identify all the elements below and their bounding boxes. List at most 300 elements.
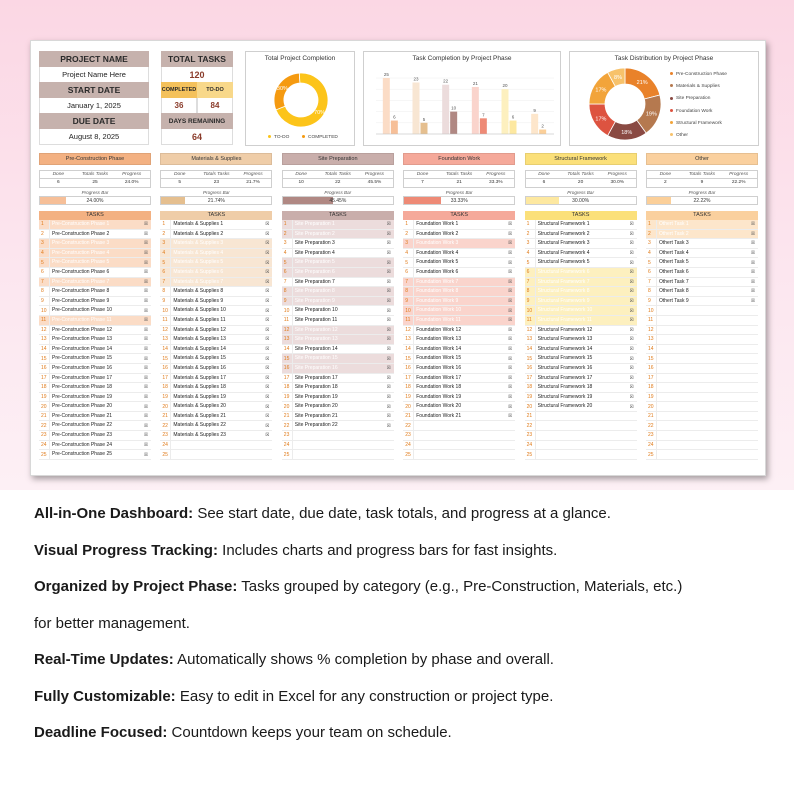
checkbox-icon[interactable]: ☒ — [265, 288, 270, 294]
task-name[interactable]: Structural Framework 18 — [535, 383, 627, 392]
task-name[interactable]: Structural Framework 15 — [535, 354, 627, 363]
task-name[interactable]: Materials & Supplies 12 — [170, 326, 262, 335]
checkbox-icon[interactable]: ☒ — [143, 355, 149, 361]
task-name[interactable]: Site Preparation 10 — [292, 306, 384, 315]
task-row[interactable] — [282, 258, 394, 268]
checkbox-icon[interactable]: ☒ — [265, 240, 270, 246]
task-name[interactable]: Pre-Construction Phase 11 — [49, 316, 141, 325]
task-row[interactable] — [39, 306, 151, 316]
checkbox-icon[interactable]: ☒ — [508, 240, 513, 246]
checkbox-icon[interactable]: ☒ — [750, 259, 756, 265]
task-row[interactable] — [403, 335, 515, 345]
task-row[interactable] — [39, 316, 151, 326]
task-name[interactable]: Structural Framework 8 — [535, 287, 627, 296]
task-name[interactable]: Structural Framework 2 — [535, 230, 627, 239]
task-row[interactable] — [646, 249, 758, 259]
task-name[interactable]: Materials & Supplies 20 — [170, 402, 262, 411]
task-row[interactable] — [282, 278, 394, 288]
task-name[interactable]: Materials & Supplies 19 — [170, 393, 262, 402]
task-name[interactable]: Foundation Work 20 — [413, 402, 505, 411]
checkbox-icon[interactable]: ☒ — [750, 278, 756, 284]
task-name[interactable]: Site Preparation 18 — [292, 383, 384, 392]
checkbox-icon[interactable]: ☒ — [386, 317, 391, 323]
checkbox-icon[interactable]: ☒ — [265, 432, 270, 438]
task-name[interactable]: Pre-Construction Phase 3 — [49, 239, 141, 248]
task-name[interactable]: Foundation Work 12 — [413, 326, 505, 335]
task-row[interactable] — [282, 306, 394, 316]
checkbox-icon[interactable]: ☒ — [143, 269, 149, 275]
task-row[interactable] — [403, 326, 515, 336]
checkbox-icon[interactable]: ☒ — [143, 288, 149, 294]
checkbox-icon[interactable]: ☒ — [629, 403, 634, 409]
task-row[interactable] — [525, 450, 637, 460]
checkbox-icon[interactable]: ☒ — [265, 336, 270, 342]
task-row[interactable] — [646, 230, 758, 240]
checkbox-icon[interactable]: ☒ — [143, 336, 149, 342]
task-name[interactable] — [535, 450, 627, 459]
task-row[interactable] — [403, 220, 515, 230]
task-row[interactable] — [646, 393, 758, 403]
task-row[interactable] — [282, 230, 394, 240]
task-row[interactable] — [160, 230, 272, 240]
task-row[interactable] — [160, 374, 272, 384]
task-row[interactable] — [646, 287, 758, 297]
checkbox-icon[interactable]: ☒ — [265, 259, 270, 265]
checkbox-icon[interactable]: ☒ — [143, 346, 149, 352]
task-row[interactable] — [39, 374, 151, 384]
checkbox-icon[interactable]: ☒ — [629, 326, 634, 332]
checkbox-icon[interactable]: ☒ — [508, 269, 513, 275]
task-row[interactable] — [282, 239, 394, 249]
task-name[interactable]: Structural Framework 11 — [535, 316, 627, 325]
task-name[interactable]: Othert Task 1 — [656, 220, 748, 229]
task-name[interactable]: Structural Framework 4 — [535, 249, 627, 258]
checkbox-icon[interactable]: ☒ — [508, 365, 513, 371]
checkbox-icon[interactable]: ☒ — [386, 230, 391, 236]
task-row[interactable] — [525, 421, 637, 431]
task-row[interactable] — [160, 316, 272, 326]
task-row[interactable] — [403, 421, 515, 431]
checkbox-icon[interactable]: ☒ — [143, 365, 149, 371]
checkbox-icon[interactable]: ☒ — [629, 307, 634, 313]
task-name[interactable]: Foundation Work 17 — [413, 374, 505, 383]
task-row[interactable] — [282, 326, 394, 336]
checkbox-icon[interactable]: ☒ — [750, 298, 756, 304]
task-row[interactable] — [282, 421, 394, 431]
task-row[interactable] — [525, 230, 637, 240]
task-row[interactable] — [39, 239, 151, 249]
task-name[interactable] — [413, 431, 505, 440]
checkbox-icon[interactable]: ☒ — [265, 403, 270, 409]
task-name[interactable]: Pre-Construction Phase 6 — [49, 268, 141, 277]
task-name[interactable]: Structural Framework 17 — [535, 374, 627, 383]
task-name[interactable]: Materials & Supplies 2 — [170, 230, 262, 239]
task-name[interactable]: Site Preparation 5 — [292, 258, 384, 267]
checkbox-icon[interactable]: ☒ — [386, 307, 391, 313]
task-name[interactable]: Foundation Work 5 — [413, 258, 505, 267]
task-name[interactable]: Materials & Supplies 14 — [170, 345, 262, 354]
task-name[interactable]: Materials & Supplies 21 — [170, 412, 262, 421]
task-row[interactable] — [525, 306, 637, 316]
task-row[interactable] — [403, 258, 515, 268]
task-name[interactable]: Foundation Work 14 — [413, 345, 505, 354]
task-row[interactable] — [282, 268, 394, 278]
task-name[interactable]: Othert Task 2 — [656, 230, 748, 239]
task-name[interactable]: Site Preparation 9 — [292, 297, 384, 306]
checkbox-icon[interactable]: ☒ — [386, 336, 391, 342]
task-row[interactable] — [39, 220, 151, 230]
checkbox-icon[interactable]: ☒ — [508, 346, 513, 352]
task-row[interactable] — [646, 316, 758, 326]
task-row[interactable] — [282, 374, 394, 384]
task-row[interactable] — [39, 326, 151, 336]
task-row[interactable] — [646, 421, 758, 431]
task-name[interactable]: Site Preparation 2 — [292, 230, 384, 239]
task-row[interactable] — [282, 402, 394, 412]
checkbox-icon[interactable]: ☒ — [265, 384, 270, 390]
task-row[interactable] — [646, 258, 758, 268]
checkbox-icon[interactable]: ☒ — [386, 278, 391, 284]
task-row[interactable] — [525, 239, 637, 249]
checkbox-icon[interactable]: ☒ — [143, 278, 149, 284]
task-name[interactable]: Pre-Construction Phase 9 — [49, 297, 141, 306]
task-name[interactable]: Site Preparation 6 — [292, 268, 384, 277]
task-row[interactable] — [646, 450, 758, 460]
task-name[interactable]: Structural Framework 6 — [535, 268, 627, 277]
checkbox-icon[interactable]: ☒ — [629, 393, 634, 399]
checkbox-icon[interactable]: ☒ — [143, 441, 149, 447]
task-name[interactable]: Pre-Construction Phase 10 — [49, 306, 141, 315]
task-row[interactable] — [403, 306, 515, 316]
task-row[interactable] — [160, 326, 272, 336]
checkbox-icon[interactable]: ☒ — [143, 413, 149, 419]
task-name[interactable] — [656, 335, 748, 344]
task-row[interactable] — [160, 335, 272, 345]
checkbox-icon[interactable]: ☒ — [629, 384, 634, 390]
checkbox-icon[interactable]: ☒ — [629, 365, 634, 371]
task-name[interactable]: Materials & Supplies 1 — [170, 220, 262, 229]
task-name[interactable] — [292, 450, 384, 459]
task-row[interactable] — [282, 220, 394, 230]
checkbox-icon[interactable]: ☒ — [386, 393, 391, 399]
checkbox-icon[interactable]: ☒ — [386, 422, 391, 428]
checkbox-icon[interactable]: ☒ — [386, 413, 391, 419]
task-name[interactable] — [656, 421, 748, 430]
checkbox-icon[interactable]: ☒ — [265, 346, 270, 352]
start-date-value[interactable]: January 1, 2025 — [39, 98, 149, 113]
task-name[interactable]: Foundation Work 16 — [413, 364, 505, 373]
checkbox-icon[interactable]: ☒ — [508, 355, 513, 361]
checkbox-icon[interactable]: ☒ — [629, 288, 634, 294]
task-row[interactable] — [160, 364, 272, 374]
task-row[interactable] — [282, 249, 394, 259]
checkbox-icon[interactable]: ☒ — [265, 413, 270, 419]
task-name[interactable] — [656, 354, 748, 363]
checkbox-icon[interactable]: ☒ — [508, 278, 513, 284]
task-name[interactable] — [292, 431, 384, 440]
task-row[interactable] — [160, 421, 272, 431]
task-name[interactable]: Pre-Construction Phase 17 — [49, 374, 141, 383]
task-name[interactable]: Othert Task 7 — [656, 278, 748, 287]
checkbox-icon[interactable]: ☒ — [143, 374, 149, 380]
task-name[interactable]: Structural Framework 12 — [535, 326, 627, 335]
task-name[interactable]: Foundation Work 2 — [413, 230, 505, 239]
task-row[interactable] — [160, 306, 272, 316]
task-row[interactable] — [525, 297, 637, 307]
task-row[interactable] — [39, 412, 151, 422]
task-name[interactable]: Structural Framework 3 — [535, 239, 627, 248]
task-row[interactable] — [39, 335, 151, 345]
task-row[interactable] — [646, 402, 758, 412]
task-row[interactable] — [403, 383, 515, 393]
task-name[interactable]: Structural Framework 7 — [535, 278, 627, 287]
checkbox-icon[interactable]: ☒ — [629, 278, 634, 284]
task-name[interactable]: Materials & Supplies 22 — [170, 421, 262, 430]
task-row[interactable] — [403, 345, 515, 355]
task-row[interactable] — [646, 239, 758, 249]
task-name[interactable]: Site Preparation 20 — [292, 402, 384, 411]
checkbox-icon[interactable]: ☒ — [265, 422, 270, 428]
task-row[interactable] — [525, 393, 637, 403]
task-row[interactable] — [160, 287, 272, 297]
task-name[interactable]: Structural Framework 14 — [535, 345, 627, 354]
task-row[interactable] — [525, 402, 637, 412]
task-row[interactable] — [525, 431, 637, 441]
checkbox-icon[interactable]: ☒ — [386, 298, 391, 304]
task-row[interactable] — [646, 374, 758, 384]
task-row[interactable] — [646, 335, 758, 345]
task-row[interactable] — [403, 316, 515, 326]
task-name[interactable]: Materials & Supplies 18 — [170, 383, 262, 392]
checkbox-icon[interactable]: ☒ — [508, 413, 513, 419]
task-row[interactable] — [160, 239, 272, 249]
checkbox-icon[interactable]: ☒ — [265, 221, 270, 227]
task-name[interactable]: Foundation Work 7 — [413, 278, 505, 287]
task-row[interactable] — [160, 393, 272, 403]
task-name[interactable] — [656, 450, 748, 459]
task-row[interactable] — [160, 249, 272, 259]
task-row[interactable] — [160, 297, 272, 307]
task-name[interactable] — [656, 441, 748, 450]
task-name[interactable]: Foundation Work 3 — [413, 239, 505, 248]
checkbox-icon[interactable]: ☒ — [386, 259, 391, 265]
task-row[interactable] — [403, 402, 515, 412]
task-name[interactable]: Pre-Construction Phase 18 — [49, 383, 141, 392]
task-row[interactable] — [403, 393, 515, 403]
checkbox-icon[interactable]: ☒ — [143, 384, 149, 390]
task-row[interactable] — [525, 258, 637, 268]
task-name[interactable]: Materials & Supplies 8 — [170, 287, 262, 296]
checkbox-icon[interactable]: ☒ — [265, 374, 270, 380]
task-name[interactable]: Pre-Construction Phase 19 — [49, 393, 141, 402]
task-name[interactable]: Foundation Work 10 — [413, 306, 505, 315]
checkbox-icon[interactable]: ☒ — [265, 393, 270, 399]
task-row[interactable] — [525, 354, 637, 364]
checkbox-icon[interactable]: ☒ — [508, 288, 513, 294]
checkbox-icon[interactable]: ☒ — [508, 230, 513, 236]
task-row[interactable] — [282, 393, 394, 403]
task-name[interactable]: Site Preparation 17 — [292, 374, 384, 383]
task-row[interactable] — [160, 441, 272, 451]
task-row[interactable] — [160, 345, 272, 355]
task-name[interactable] — [656, 364, 748, 373]
task-row[interactable] — [39, 345, 151, 355]
task-name[interactable] — [535, 421, 627, 430]
task-row[interactable] — [39, 278, 151, 288]
task-name[interactable]: Site Preparation 21 — [292, 412, 384, 421]
task-name[interactable]: Pre-Construction Phase 16 — [49, 364, 141, 373]
task-name[interactable]: Pre-Construction Phase 8 — [49, 287, 141, 296]
task-name[interactable] — [535, 441, 627, 450]
checkbox-icon[interactable]: ☒ — [750, 221, 756, 227]
task-row[interactable] — [282, 383, 394, 393]
task-name[interactable]: Materials & Supplies 23 — [170, 431, 262, 440]
task-row[interactable] — [403, 431, 515, 441]
task-row[interactable] — [403, 287, 515, 297]
task-name[interactable]: Materials & Supplies 10 — [170, 306, 262, 315]
task-row[interactable] — [646, 354, 758, 364]
checkbox-icon[interactable]: ☒ — [508, 259, 513, 265]
checkbox-icon[interactable]: ☒ — [386, 221, 391, 227]
checkbox-icon[interactable]: ☒ — [143, 432, 149, 438]
task-row[interactable] — [646, 412, 758, 422]
task-name[interactable]: Materials & Supplies 13 — [170, 335, 262, 344]
task-row[interactable] — [646, 326, 758, 336]
task-name[interactable]: Foundation Work 15 — [413, 354, 505, 363]
task-row[interactable] — [160, 402, 272, 412]
task-row[interactable] — [525, 326, 637, 336]
task-row[interactable] — [646, 345, 758, 355]
checkbox-icon[interactable]: ☒ — [386, 403, 391, 409]
task-name[interactable]: Pre-Construction Phase 1 — [49, 220, 141, 229]
task-row[interactable] — [39, 431, 151, 441]
task-row[interactable] — [403, 239, 515, 249]
checkbox-icon[interactable]: ☒ — [629, 221, 634, 227]
checkbox-icon[interactable]: ☒ — [143, 403, 149, 409]
task-name[interactable]: Pre-Construction Phase 20 — [49, 402, 141, 411]
checkbox-icon[interactable]: ☒ — [143, 451, 149, 457]
task-name[interactable]: Pre-Construction Phase 23 — [49, 431, 141, 440]
task-row[interactable] — [403, 354, 515, 364]
checkbox-icon[interactable]: ☒ — [508, 326, 513, 332]
checkbox-icon[interactable]: ☒ — [629, 336, 634, 342]
task-row[interactable] — [403, 441, 515, 451]
task-name[interactable]: Materials & Supplies 15 — [170, 354, 262, 363]
task-name[interactable] — [656, 412, 748, 421]
checkbox-icon[interactable]: ☒ — [265, 278, 270, 284]
task-name[interactable]: Pre-Construction Phase 12 — [49, 326, 141, 335]
checkbox-icon[interactable]: ☒ — [508, 403, 513, 409]
checkbox-icon[interactable]: ☒ — [386, 288, 391, 294]
task-name[interactable]: Site Preparation 22 — [292, 421, 384, 430]
task-row[interactable] — [39, 287, 151, 297]
task-row[interactable] — [403, 412, 515, 422]
checkbox-icon[interactable]: ☒ — [265, 250, 270, 256]
task-row[interactable] — [525, 383, 637, 393]
task-name[interactable] — [535, 431, 627, 440]
checkbox-icon[interactable]: ☒ — [265, 365, 270, 371]
task-name[interactable]: Materials & Supplies 11 — [170, 316, 262, 325]
task-name[interactable] — [413, 441, 505, 450]
task-name[interactable]: Foundation Work 6 — [413, 268, 505, 277]
task-row[interactable] — [403, 268, 515, 278]
task-name[interactable]: Structural Framework 19 — [535, 393, 627, 402]
checkbox-icon[interactable]: ☒ — [629, 250, 634, 256]
checkbox-icon[interactable]: ☒ — [629, 240, 634, 246]
checkbox-icon[interactable]: ☒ — [386, 240, 391, 246]
task-row[interactable] — [403, 297, 515, 307]
task-row[interactable] — [39, 450, 151, 460]
task-row[interactable] — [282, 354, 394, 364]
task-name[interactable] — [170, 441, 262, 450]
task-row[interactable] — [525, 345, 637, 355]
task-row[interactable] — [39, 230, 151, 240]
checkbox-icon[interactable]: ☒ — [508, 298, 513, 304]
checkbox-icon[interactable]: ☒ — [508, 307, 513, 313]
task-name[interactable]: Othert Task 4 — [656, 249, 748, 258]
task-row[interactable] — [525, 220, 637, 230]
checkbox-icon[interactable]: ☒ — [265, 307, 270, 313]
checkbox-icon[interactable]: ☒ — [750, 288, 756, 294]
checkbox-icon[interactable]: ☒ — [629, 269, 634, 275]
checkbox-icon[interactable]: ☒ — [265, 326, 270, 332]
task-name[interactable]: Site Preparation 7 — [292, 278, 384, 287]
checkbox-icon[interactable]: ☒ — [508, 317, 513, 323]
task-name[interactable] — [656, 431, 748, 440]
task-name[interactable]: Materials & Supplies 17 — [170, 374, 262, 383]
task-row[interactable] — [282, 450, 394, 460]
checkbox-icon[interactable]: ☒ — [508, 221, 513, 227]
task-row[interactable] — [160, 431, 272, 441]
task-name[interactable] — [535, 412, 627, 421]
task-row[interactable] — [646, 220, 758, 230]
task-row[interactable] — [646, 306, 758, 316]
task-name[interactable]: Pre-Construction Phase 5 — [49, 258, 141, 267]
task-row[interactable] — [282, 364, 394, 374]
task-name[interactable]: Materials & Supplies 5 — [170, 258, 262, 267]
task-name[interactable]: Pre-Construction Phase 25 — [49, 450, 141, 459]
task-row[interactable] — [282, 431, 394, 441]
task-name[interactable]: Materials & Supplies 3 — [170, 239, 262, 248]
checkbox-icon[interactable]: ☒ — [386, 269, 391, 275]
task-row[interactable] — [39, 268, 151, 278]
task-name[interactable]: Foundation Work 1 — [413, 220, 505, 229]
task-name[interactable] — [413, 450, 505, 459]
task-row[interactable] — [282, 345, 394, 355]
task-row[interactable] — [282, 441, 394, 451]
task-name[interactable]: Structural Framework 16 — [535, 364, 627, 373]
checkbox-icon[interactable]: ☒ — [508, 336, 513, 342]
checkbox-icon[interactable]: ☒ — [143, 250, 149, 256]
task-row[interactable] — [160, 278, 272, 288]
task-row[interactable] — [525, 316, 637, 326]
task-row[interactable] — [39, 402, 151, 412]
checkbox-icon[interactable]: ☒ — [143, 230, 149, 236]
task-name[interactable]: Othert Task 8 — [656, 287, 748, 296]
task-name[interactable]: Site Preparation 19 — [292, 393, 384, 402]
task-name[interactable]: Pre-Construction Phase 21 — [49, 412, 141, 421]
task-name[interactable]: Materials & Supplies 16 — [170, 364, 262, 373]
task-row[interactable] — [39, 393, 151, 403]
task-name[interactable]: Site Preparation 4 — [292, 249, 384, 258]
checkbox-icon[interactable]: ☒ — [386, 250, 391, 256]
checkbox-icon[interactable]: ☒ — [386, 355, 391, 361]
task-row[interactable] — [646, 278, 758, 288]
task-row[interactable] — [646, 431, 758, 441]
task-name[interactable]: Pre-Construction Phase 22 — [49, 421, 141, 430]
checkbox-icon[interactable]: ☒ — [629, 355, 634, 361]
checkbox-icon[interactable]: ☒ — [629, 317, 634, 323]
